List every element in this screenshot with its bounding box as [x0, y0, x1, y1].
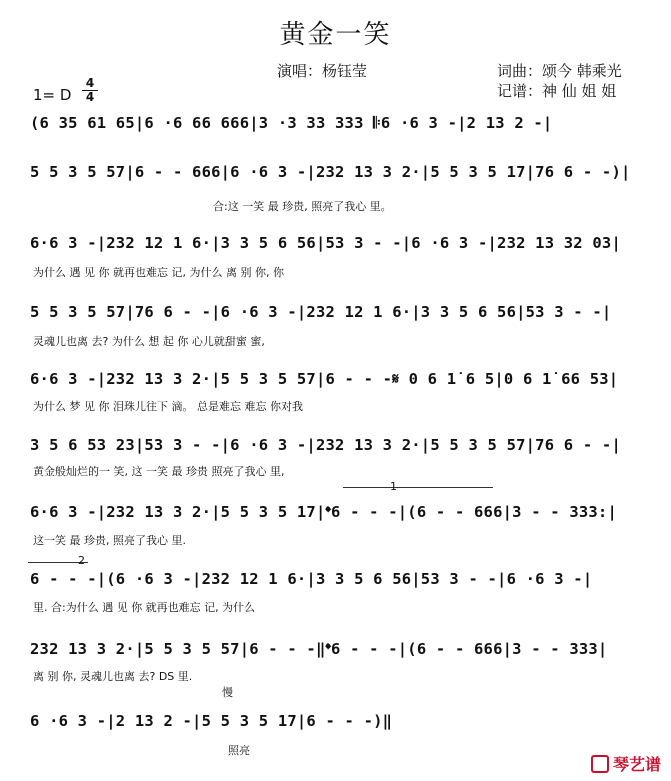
lyric-line-5: 为什么 梦 见 你 泪珠儿往下 滴。 总是难忘 难忘 你对我: [33, 400, 303, 413]
lyric-line-8: 里. 合:为什么 遇 见 你 就再也难忘 记, 为什么: [33, 601, 256, 614]
lyric-line-7: 这一笑 最 珍贵, 照亮了我心 里.: [33, 534, 186, 547]
volta-1-label: 1: [390, 480, 397, 493]
time-signature: [82, 78, 98, 103]
volta-2-label: 2: [78, 554, 85, 567]
lyric-line-6: 黄金般灿烂的一 笑, 这 一笑 最 珍贵 照亮了我心 里,: [33, 465, 285, 478]
singer-credit: 演唱：杨钰莹: [277, 62, 368, 80]
score-line-6: 3 5 6 53 23|53 3 - -|6 ·6 3 -|232 13 3 2·|5 5 3 5 57|76 6 - -|: [30, 436, 621, 454]
lyric-line-4: 灵魂儿也离 去? 为什么 想 起 你 心儿就甜蜜 蜜,: [33, 335, 265, 348]
lyric-line-9: 离 别 你, 灵魂儿也离 去? DS 里.: [33, 670, 193, 683]
song-title: 黄金一笑: [279, 20, 392, 50]
composer-credit: 词曲：颂今 韩乘光: [497, 62, 622, 80]
watermark-text: 琴艺谱: [612, 755, 661, 774]
watermark: [591, 752, 661, 775]
volta-bracket-1: [343, 487, 493, 488]
score-line-8: 6 - - -|(6 ·6 3 -|232 12 1 6·|3 3 5 6 56|53 3 - -|6 ·6 3 -|: [30, 570, 593, 588]
key-signature: 1= D: [33, 86, 72, 104]
score-line-2: 5 5 3 5 57|6 - - 666|6 ·6 3 -|232 13 3 2·|5 5 3 5 17|76 6 - -)|: [30, 163, 631, 181]
score-line-4: 5 5 3 5 57|76 6 - -|6 ·6 3 -|232 12 1 6·|3 3 5 6 56|53 3 - -|: [30, 303, 612, 321]
score-line-5: 6·6 3 -|232 13 3 2·|5 5 3 5 57|6 - - -𝄋 0 6 1̇ 6 5|0 6 1̇ 66 53|: [30, 370, 619, 388]
score-line-3: 6·6 3 -|232 12 1 6·|3 3 5 6 56|53 3 - -|6 ·6 3 -|232 13 32 03|: [30, 234, 621, 252]
transcriber-credit: 记谱：神 仙 姐 姐: [497, 82, 617, 100]
time-signature-bottom: 4: [85, 90, 95, 104]
lyric-line-10: 照亮: [228, 744, 250, 757]
lyric-line-2: 合:这 一笑 最 珍贵, 照亮了我心 里。: [213, 200, 392, 213]
score-line-1: (6 35 61 65|6 ·6 66 666|3 ·3 33 333 𝄆6 ·6 3 -|2 13 2 -|: [30, 114, 553, 132]
watermark-logo-icon: [591, 755, 609, 773]
score-line-10: 6 ·6 3 -|2 13 2 -|5 5 3 5 17|6 - - -)‖: [30, 712, 393, 730]
score-line-7: 6·6 3 -|232 13 3 2·|5 5 3 5 17|𝄌6 - - -|(6 - - 666|3 - - 333:|: [30, 503, 617, 521]
time-signature-top: 4: [85, 76, 95, 90]
lyric-line-3: 为什么 遇 见 你 就再也难忘 记, 为什么 离 别 你, 你: [33, 266, 284, 279]
tempo-mark: 慢: [222, 686, 233, 699]
score-line-9: 232 13 3 2·|5 5 3 5 57|6 - - -‖𝄌6 - - -|(6 - - 666|3 - - 333|: [30, 640, 608, 658]
